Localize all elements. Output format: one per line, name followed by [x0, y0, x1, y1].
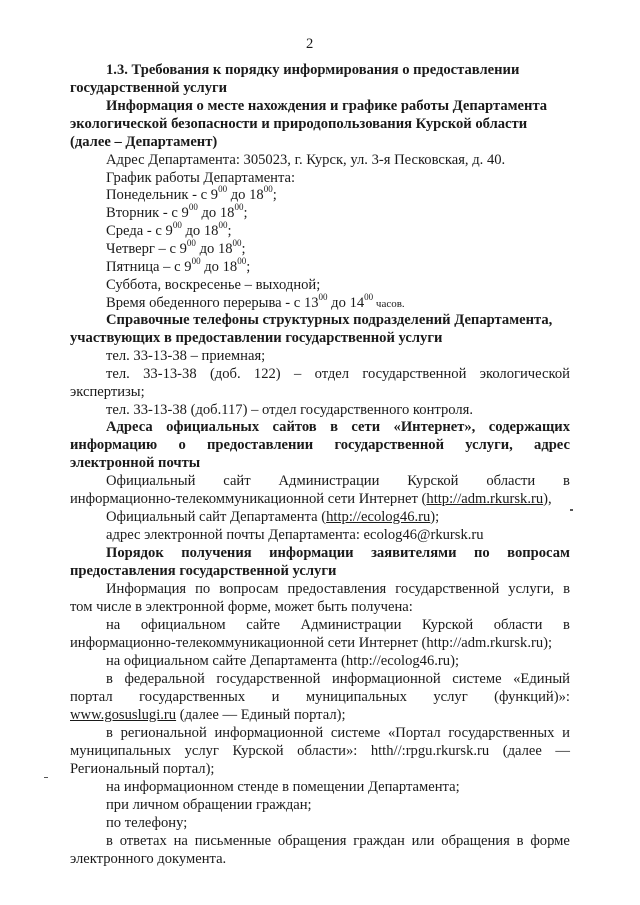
dept-site-line: Официальный сайт Департамента (http://ecolog46.ru); [106, 509, 440, 525]
phones-heading-line-2: участвующих в предоставлении государственной услуги [70, 330, 443, 346]
section-heading-line-2: государственной услуги [70, 80, 228, 96]
schedule-wednesday: Среда - с $9^{00}$ до $18^{00}$; [106, 220, 232, 239]
procedure-municipal: муниципальных услуг Курской области»: htth//:rpgu.rkursk.ru (далее — [70, 743, 570, 759]
phone-ecology-expertise-cont: экспертизы; [70, 384, 145, 400]
phone-state-control: тел. 33-13-38 (доб.117) – отдел государственного контроля. [106, 402, 473, 418]
procedure-stand: на информационном стенде в помещении Департамента; [106, 779, 460, 795]
procedure-phone: по телефону; [106, 815, 188, 831]
procedure-dept-site: на официальном сайте Департамента (http://ecolog46.ru); [106, 653, 460, 669]
location-heading-line-2: экологической безопасности и природопользования Курской области [70, 116, 528, 132]
scan-speck [570, 509, 573, 511]
admin-site-link[interactable]: http://adm.rkursk.ru [426, 491, 544, 507]
sites-heading-line-1: Адреса официальных сайтов в сети «Интернет», содержащих [106, 419, 570, 435]
dept-site-link[interactable]: http://ecolog46.ru [326, 509, 431, 525]
phones-heading-line-1: Справочные телефоны структурных подразделений Департамента, [106, 312, 553, 328]
phone-reception: тел. 33-13-38 – приемная; [106, 348, 266, 364]
email-line: адрес электронной почты Департамента: ecolog46@rkursk.ru [106, 527, 484, 543]
scan-speck [44, 777, 48, 778]
procedure-regional-cont: Региональный портал); [70, 761, 215, 777]
page-number: 2 [306, 36, 314, 52]
schedule-monday: Понедельник - с $9^{00}$ до $18^{00}$; [106, 184, 277, 203]
section-heading-line-1: 1.3. Требования к порядку информирования о предоставлении [106, 62, 520, 78]
procedure-heading-line-1: Порядок получения информации заявителями по вопросам [106, 545, 570, 561]
procedure-regional: в региональной информационной системе «Портал государственных и [106, 725, 570, 741]
procedure-answers-cont: электронного документа. [70, 851, 227, 867]
admin-site-cont: информационно-телекоммуникационной сети Интернет (http://adm.rkursk.ru), [70, 491, 552, 507]
procedure-answers: в ответах на письменные обращения граждан или обращения в форме [106, 833, 570, 849]
schedule-lunch: Время обеденного перерыва - с $13^{00}$ до $14^{00}$ часов. [106, 292, 405, 311]
procedure-official-site-cont: информационно-телекоммуникационной сети Интернет (http://adm.rkursk.ru); [70, 635, 553, 651]
procedure-official-site: на официальном сайте Администрации Курской области в [106, 617, 570, 633]
address-line: Адрес Департамента: 305023, г. Курск, ул. 3-я Песковская, д. 40. [106, 152, 506, 168]
schedule-friday: Пятница – с $9^{00}$ до $18^{00}$; [106, 256, 251, 275]
schedule-title: График работы Департамента: [106, 170, 296, 186]
location-heading-line-3: (далее – Департамент) [70, 134, 218, 150]
section-heading [106, 62, 570, 78]
procedure-portal: портал государственных и муниципальных услуг (функций)»: [70, 689, 570, 705]
sites-heading-line-3: электронной почты [70, 455, 201, 471]
procedure-heading-line-2: предоставления государственной услуги [70, 563, 337, 579]
schedule-thursday: Четверг – с $9^{00}$ до $18^{00}$; [106, 238, 246, 257]
admin-site-line: Официальный сайт Администрации Курской области в [106, 473, 570, 489]
procedure-personal: при личном обращении граждан; [106, 797, 312, 813]
procedure-intro: Информация по вопросам предоставления государственной услуги, в [106, 581, 570, 597]
gosuslugi-link[interactable]: www.gosuslugi.ru [70, 707, 177, 723]
phone-ecology-expertise: тел. 33-13-38 (доб. 122) – отдел государственной экологической [106, 366, 570, 382]
location-heading-line-1: Информация о месте нахождения и графике работы Департамента [106, 98, 548, 114]
schedule-tuesday: Вторник - с $9^{00}$ до $18^{00}$; [106, 202, 248, 221]
schedule-weekend: Суббота, воскресенье – выходной; [106, 277, 321, 293]
procedure-portal-url-line: www.gosuslugi.ru (далее — Единый портал); [70, 707, 346, 723]
procedure-federal: в федеральной государственной информационной системе «Единый [106, 671, 570, 687]
procedure-intro-cont: том числе в электронной форме, может быть получена: [70, 599, 413, 615]
sites-heading-line-2: информацию о предоставлении государственной услуги, адрес [70, 437, 570, 453]
